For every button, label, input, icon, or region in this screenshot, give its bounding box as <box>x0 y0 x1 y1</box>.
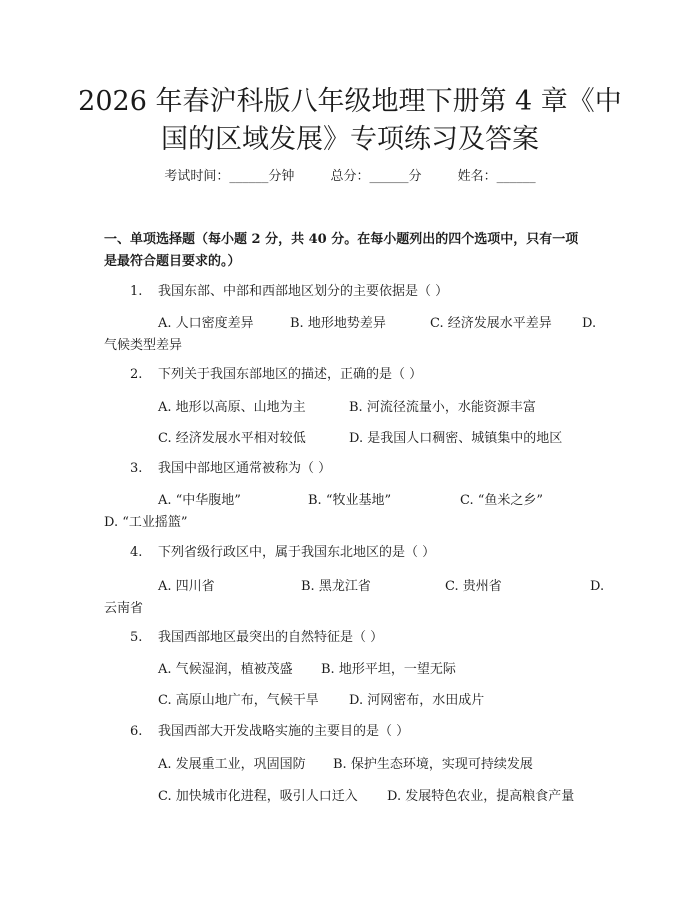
question-number: 4. <box>130 545 143 560</box>
option-a: A. “中华腹地” <box>158 493 241 508</box>
question-6-options-row-2 <box>104 786 604 808</box>
option-d: D. “工业摇篮” <box>104 515 188 530</box>
option-d: D. 河网密布，水田成片 <box>349 693 485 708</box>
question-number: 2. <box>130 367 143 382</box>
title-line-2: 国的区域发展》专项练习及答案 <box>161 124 539 155</box>
student-name: 姓名：______ <box>457 169 536 184</box>
question-5 <box>130 629 610 647</box>
option-d: D. 发展特色农业，提高粮食产量 <box>387 789 575 804</box>
option-a: A. 气候湿润，植被茂盛 <box>158 662 293 677</box>
question-text: 我国中部地区通常被称为（ ） <box>158 461 332 476</box>
question-number: 1. <box>130 284 143 299</box>
total-score: 总分：______分 <box>330 169 422 184</box>
title-line-1: 2026 年春沪科版八年级地理下册第 4 章《中 <box>78 86 622 117</box>
question-text: 下列省级行政区中，属于我国东北地区的是（ ） <box>158 545 436 560</box>
question-1-options <box>104 313 604 357</box>
option-d: D. <box>582 316 597 331</box>
option-d-continued: 云南省 <box>104 601 144 616</box>
question-5-options-row-2 <box>104 690 604 712</box>
option-a: A. 地形以高原、山地为主 <box>158 400 306 415</box>
question-text: 我国东部、中部和西部地区划分的主要依据是（ ） <box>158 284 449 299</box>
question-text: 我国西部大开发战略实施的主要目的是（ ） <box>158 724 410 739</box>
option-b: B. 河流径流量小，水能资源丰富 <box>349 400 536 415</box>
option-b: B. 保护生态环境，实现可持续发展 <box>333 757 533 772</box>
question-1 <box>130 283 610 301</box>
option-a: A. 人口密度差异 <box>158 316 254 331</box>
section-heading-line-2: 是最符合题目要求的。） <box>104 254 241 269</box>
question-5-options-row-1 <box>104 659 604 681</box>
option-b: B. 地形平坦，一望无际 <box>321 662 456 677</box>
option-a: A. 发展重工业，巩固国防 <box>158 757 306 772</box>
question-4-options <box>104 576 604 620</box>
section-heading-line-1: 一、单项选择题（每小题 2 分，共 40 分。在每小题列出的四个选项中，只有一项 <box>104 232 579 247</box>
question-6 <box>130 723 610 741</box>
question-number: 3. <box>130 461 143 476</box>
question-2-options-row-1 <box>104 397 604 419</box>
option-b: B. “牧业基地” <box>308 493 392 508</box>
option-c: C. 经济发展水平相对较低 <box>158 431 306 446</box>
question-2-options-row-2 <box>104 428 604 450</box>
exam-info <box>0 168 700 186</box>
option-c: C. 高原山地广布，气候干旱 <box>158 693 319 708</box>
exam-time: 考试时间：______分钟 <box>164 169 295 184</box>
option-d-continued: 气候类型差异 <box>104 338 183 353</box>
option-c: C. 加快城市化进程，吸引人口迁入 <box>158 789 358 804</box>
option-c: C. 经济发展水平差异 <box>430 316 552 331</box>
question-text: 我国西部地区最突出的自然特征是（ ） <box>158 630 384 645</box>
question-4 <box>130 544 610 562</box>
question-3-options <box>104 490 604 534</box>
option-d: D. <box>590 579 605 594</box>
option-c: C. 贵州省 <box>445 579 502 594</box>
question-text: 下列关于我国东部地区的描述，正确的是（ ） <box>158 367 423 382</box>
question-2 <box>130 366 610 384</box>
option-b: B. 黑龙江省 <box>301 579 371 594</box>
option-d: D. 是我国人口稠密、城镇集中的地区 <box>349 431 563 446</box>
option-c: C. “鱼米之乡” <box>460 493 544 508</box>
question-3 <box>130 460 610 478</box>
question-6-options-row-1 <box>104 754 604 776</box>
question-number: 6. <box>130 724 143 739</box>
option-b: B. 地形地势差异 <box>290 316 386 331</box>
option-a: A. 四川省 <box>158 579 215 594</box>
question-number: 5. <box>130 630 143 645</box>
